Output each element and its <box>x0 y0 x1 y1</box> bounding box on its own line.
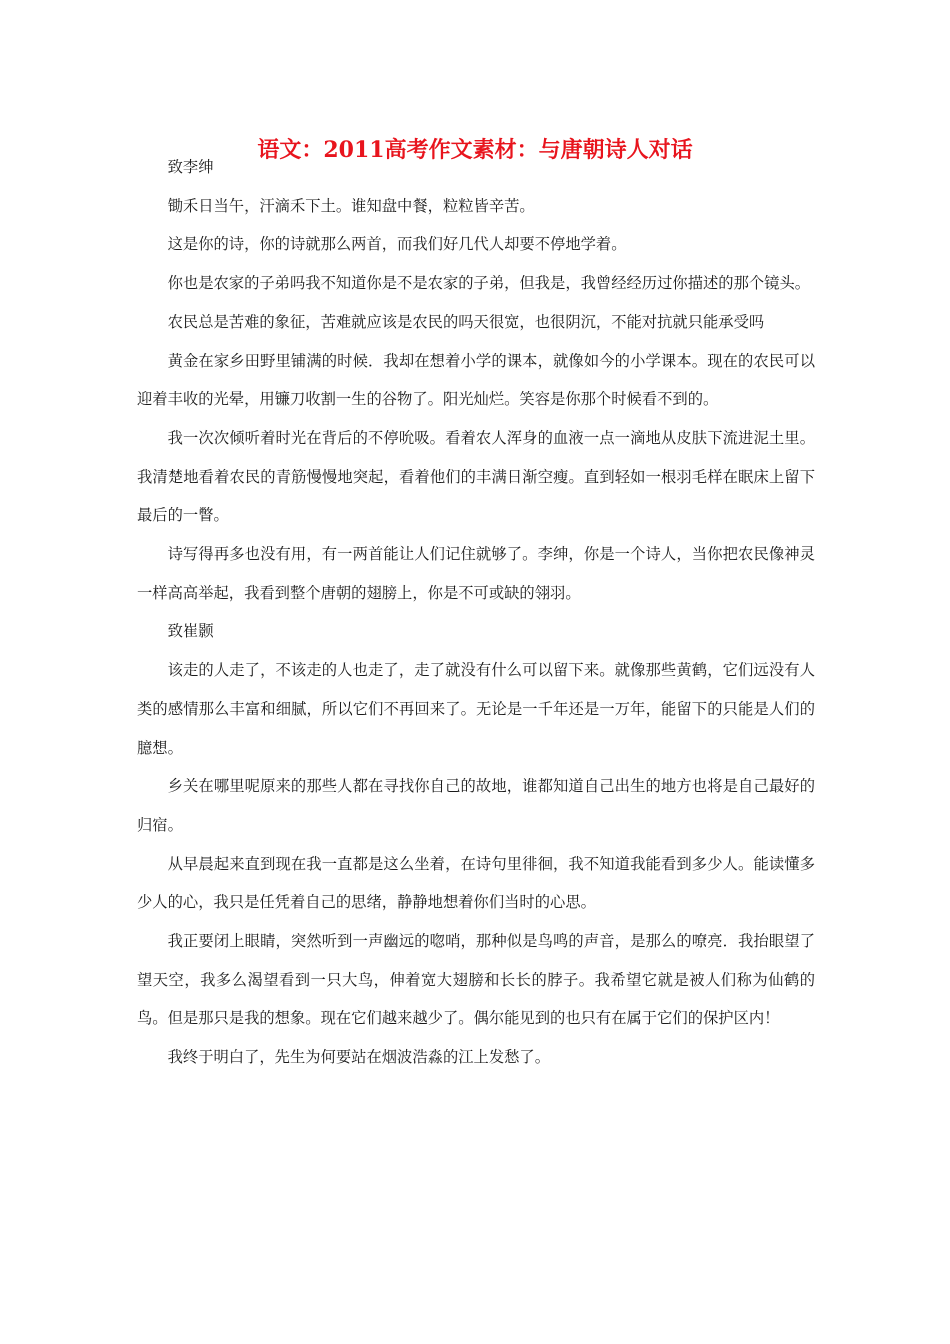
paragraph: 我终于明白了，先生为何要站在烟波浩淼的江上发愁了。 <box>167 1048 551 1067</box>
paragraph: 黄金在家乡田野里铺满的时候．我却在想着小学的课本，就像如今的小学课本。现在的农民可以迎着丰收的光晕，用镰刀收割一生的谷物了。阳光灿烂。笑容是你那个时候看不到的。 <box>137 351 815 409</box>
paragraph: 你也是农家的子弟吗我不知道你是不是农家的子弟，但我是，我曾经经历过你描述的那个镜头。 <box>167 274 811 293</box>
paragraph: 从早晨起来直到现在我一直都是这么坐着，在诗句里徘徊，我不知道我能看到多少人。能读懂多少人的心，我只是任凭着自己的思绪，静静地想着你们当时的心思。 <box>137 854 815 912</box>
paragraph: 乡关在哪里呢原来的那些人都在寻找你自己的故地，谁都知道自己出生的地方也将是自己最好的归宿。 <box>137 777 815 834</box>
paragraph: 我正要闭上眼睛，突然听到一声幽远的唿哨，那种似是鸟鸣的声音，是那么的嘹亮．我抬眼望了望天空，我多么渴望看到一只大鸟，伸着宽大翅膀和长长的脖子。我希望它就是被人们称为仙鹤的鸟。但是那只是我的想象。现在它们越来越少了。偶尔能见到的也只有在属于它们的保护区内！ <box>137 932 815 1028</box>
paragraph: 我一次次倾听着时光在背后的不停吮吸。看着农人浑身的血液一点一滴地从皮肤下流进泥土里。我清楚地看着农民的青筋慢慢地突起，看着他们的丰满日渐空瘦。直到轻如一根羽毛样在眠床上留下最后的一瞥。 <box>137 428 815 525</box>
section-heading: 致崔颢 <box>167 622 214 641</box>
paragraph: 农民总是苦难的象征，苦难就应该是农民的吗天很宽，也很阴沉，不能对抗就只能承受吗 <box>167 312 765 331</box>
section-heading: 致李绅 <box>167 158 214 176</box>
paragraph: 该走的人走了，不该走的人也走了，走了就没有什么可以留下来。就像那些黄鹤，它们远没有人类的感情那么丰富和细腻，所以它们不再回来了。无论是一千年还是一万年，能留下的只能是人们的臆想。 <box>137 661 815 757</box>
paragraph: 诗写得再多也没有用，有一两首能让人们记住就够了。李绅，你是一个诗人，当你把农民像神灵一样高高举起，我看到整个唐朝的翅膀上，你是不可或缺的翎羽。 <box>137 545 815 602</box>
document-body <box>137 148 815 1077</box>
poem-quote: 锄禾日当午，汗滴禾下土。谁知盘中餐，粒粒皆辛苦。 <box>167 196 535 215</box>
paragraph: 这是你的诗，你的诗就那么两首，而我们好几代人却要不停地学着。 <box>167 235 627 254</box>
document-title: 语文：2011高考作文素材：与唐朝诗人对话 <box>257 136 693 163</box>
